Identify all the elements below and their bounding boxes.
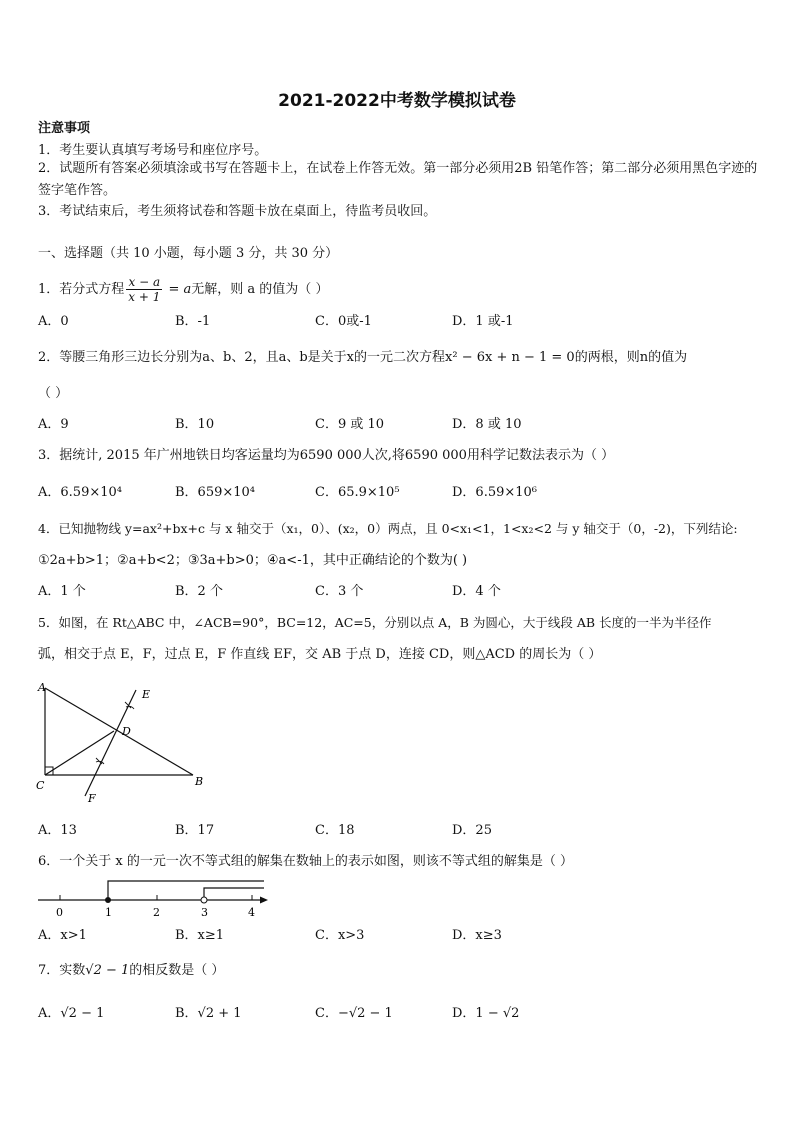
q1-prefix: 1．若分式方程 xyxy=(38,282,125,297)
q2-paren: （ ） xyxy=(38,386,69,401)
q7-option-b[interactable]: B．√2 + 1 xyxy=(175,1006,242,1021)
closed-dot-1 xyxy=(105,897,111,903)
notice-heading: 注意事项 xyxy=(38,121,91,136)
q1-option-d[interactable]: D．1 或-1 xyxy=(452,314,514,329)
q2-option-d[interactable]: D．8 或 10 xyxy=(452,417,522,432)
q6-option-a[interactable]: A．x>1 xyxy=(38,928,87,943)
q3-option-c[interactable]: C．65.9×10⁵ xyxy=(315,485,400,500)
q3-option-d[interactable]: D．6.59×10⁶ xyxy=(452,485,538,500)
label-c: C xyxy=(36,779,45,792)
q3-option-a[interactable]: A．6.59×10⁴ xyxy=(38,485,122,500)
q4-option-c[interactable]: C．3 个 xyxy=(315,584,364,599)
q6-option-d[interactable]: D．x≥3 xyxy=(452,928,502,943)
q4-option-d[interactable]: D．4 个 xyxy=(452,584,501,599)
notice-item-1: 1．考生要认真填写考场号和座位序号。 xyxy=(38,143,268,158)
section-heading: 一、选择题（共 10 小题，每小题 3 分，共 30 分） xyxy=(38,246,339,261)
question-3: 3．据统计, 2015 年广州地铁日均客运量均为6590 000人次,将6590 000用科学记数法表示为（ ） xyxy=(38,448,615,463)
q7-option-d[interactable]: D．1 − √2 xyxy=(452,1006,520,1021)
q6-option-c[interactable]: C．x>3 xyxy=(315,928,365,943)
q1-option-c[interactable]: C．0或-1 xyxy=(315,314,372,329)
q2-option-b[interactable]: B．10 xyxy=(175,417,215,432)
label-a: A xyxy=(38,681,46,694)
number-line-figure xyxy=(36,876,272,920)
open-dot-3 xyxy=(201,897,207,903)
question-2: 2．等腰三角形三边长分别为a、b、2，且a、b是关于x的一元二次方程x² − 6x + n − 1 = 0的两根，则n的值为 xyxy=(38,350,688,365)
q3-option-b[interactable]: B．659×10⁴ xyxy=(175,485,256,500)
tick-label-0: 0 xyxy=(56,906,63,919)
q5-option-b[interactable]: B．17 xyxy=(175,823,215,838)
tick-label-4: 4 xyxy=(248,906,255,919)
q7-suffix: 的相反数是（ ） xyxy=(129,963,225,978)
question-5-line-1: 5．如图，在 Rt△ABC 中，∠ACB=90°，BC=12，AC=5，分别以点 A，B 为圆心，大于线段 AB 长度的一半为半径作 xyxy=(38,615,712,630)
label-f: F xyxy=(88,792,96,805)
segment-cd xyxy=(45,731,114,775)
q1-fraction xyxy=(126,275,162,304)
q1-frac-num: x − a xyxy=(126,275,162,290)
question-4-line-1: 4．已知抛物线 y=ax²+bx+c 与 x 轴交于（x₁，0）、(x₂，0）两点，且 0<x₁<1，1<x₂<2 与 y 轴交于（0，-2)，下列结论: xyxy=(38,521,738,536)
q7-option-c[interactable]: C．−√2 − 1 xyxy=(315,1006,393,1021)
question-5-line-2: 弧，相交于点 E，F，过点 E，F 作直线 EF，交 AB 于点 D，连接 CD，则△ACD 的周长为（ ） xyxy=(38,647,602,662)
q1-option-a[interactable]: A．0 xyxy=(38,314,69,329)
q1-suffix: 无解，则 a 的值为（ ） xyxy=(191,282,329,297)
q2-option-c[interactable]: C．9 或 10 xyxy=(315,417,385,432)
q4-option-a[interactable]: A．1 个 xyxy=(38,584,86,599)
tick-label-1: 1 xyxy=(105,906,112,919)
tick-label-2: 2 xyxy=(153,906,160,919)
axis-arrow xyxy=(260,897,268,904)
q7-expression: √2 − 1 xyxy=(85,963,130,978)
q7-prefix: 7．实数 xyxy=(38,963,86,978)
q4-option-b[interactable]: B．2 个 xyxy=(175,584,223,599)
range-x-ge-1 xyxy=(108,881,264,897)
exam-title: 2021-2022中考数学模拟试卷 xyxy=(278,91,516,111)
triangle-figure xyxy=(30,678,220,810)
q6-option-b[interactable]: B．x≥1 xyxy=(175,928,225,943)
q1-option-b[interactable]: B．-1 xyxy=(175,314,211,329)
q1-mid: = a xyxy=(164,282,192,297)
label-e: E xyxy=(142,688,151,701)
q5-option-a[interactable]: A．13 xyxy=(38,823,77,838)
question-4-line-2: ①2a+b>1；②a+b<2；③3a+b>0；④a<-1，其中正确结论的个数为( ) xyxy=(38,553,468,568)
q5-option-c[interactable]: C．18 xyxy=(315,823,355,838)
notice-item-2: 2．试题所有答案必须填涂或书写在答题卡上，在试卷上作答无效。第一部分必须用2B 铅笔作答；第二部分必须用黑色字迹的签字笔作答。 xyxy=(38,161,758,198)
label-d: D xyxy=(122,725,131,738)
q5-option-d[interactable]: D．25 xyxy=(452,823,492,838)
q7-option-a[interactable]: A．√2 − 1 xyxy=(38,1006,105,1021)
q1-frac-den: x + 1 xyxy=(128,290,161,304)
question-7 xyxy=(38,962,224,980)
q2-option-a[interactable]: A．9 xyxy=(38,417,69,432)
notice-item-3: 3．考试结束后，考生须将试卷和答题卡放在桌面上，待监考员收回。 xyxy=(38,204,437,219)
label-b: B xyxy=(195,775,204,788)
range-x-gt-3 xyxy=(204,888,264,897)
question-6: 6．一个关于 x 的一元一次不等式组的解集在数轴上的表示如图，则该不等式组的解集是（ ） xyxy=(38,854,574,869)
side-ab xyxy=(45,688,193,775)
tick-label-3: 3 xyxy=(201,906,208,919)
question-1 xyxy=(38,275,328,305)
